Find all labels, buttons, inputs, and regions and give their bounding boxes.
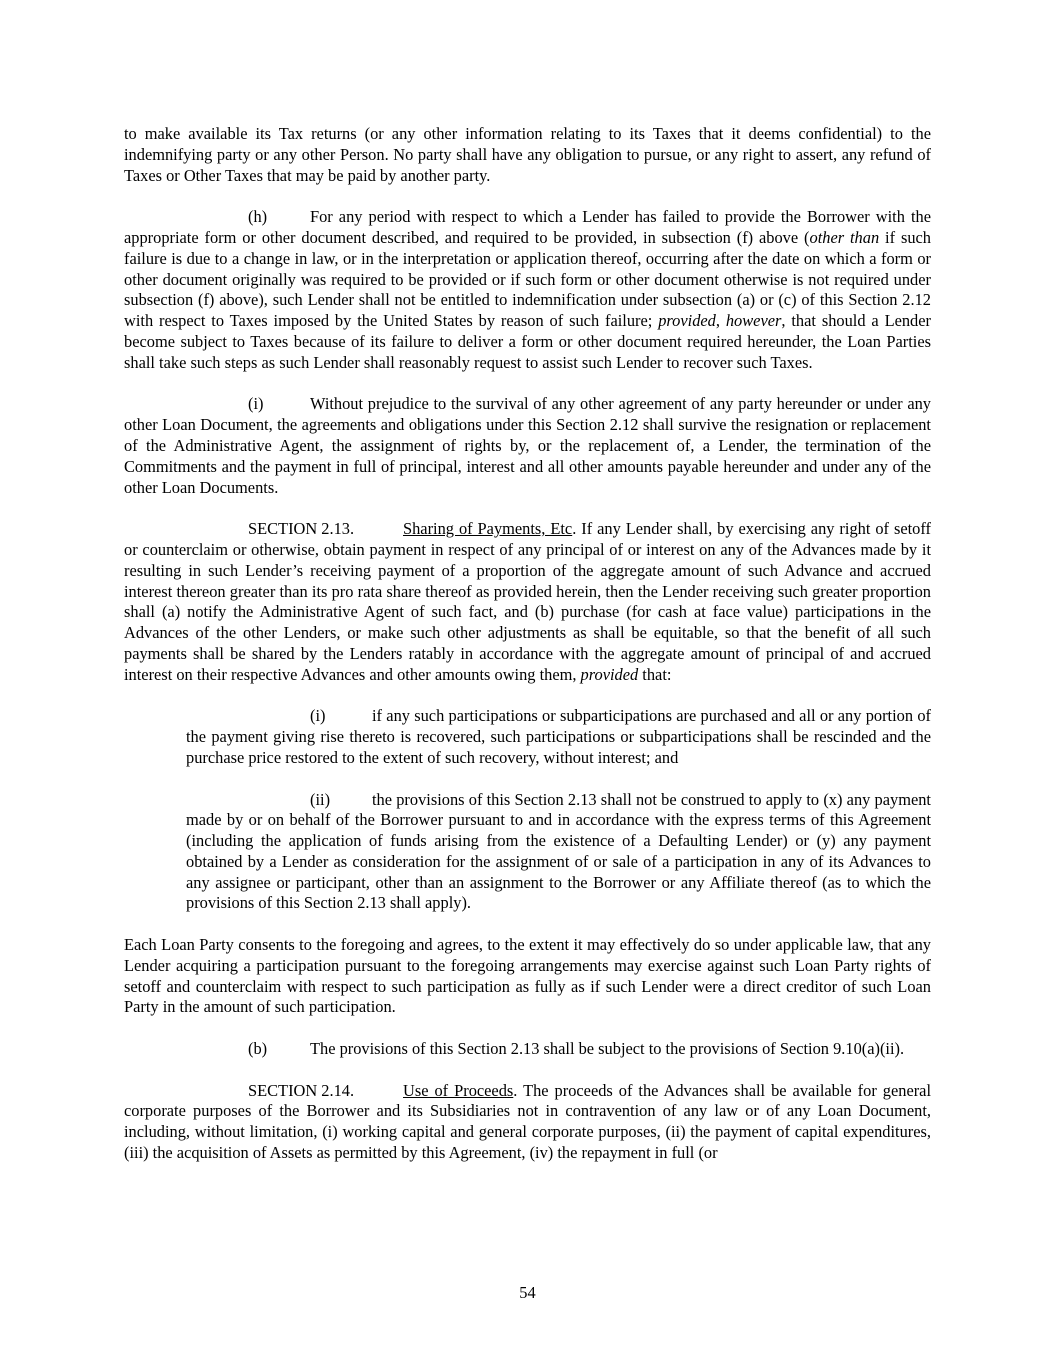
paragraph-h: (h) For any period with respect to which a Lender has failed to provide the Borrower with the appropriate form or other document described, and required to be provided, in subsection (f) above (other than if such failure is due to a change in law, or in the interpretation or application thereof, occurring after the date on which a form or other document originally was required to be provided or if such form or other document otherwise is not required under subsection (f) above), such Lender shall not be entitled to indemnification under subsection (a) or (c) of this Section 2.12 with respect to Taxes imposed by the United States by reason of such failure; provided, however, that should a Lender become subject to Taxes because of its failure to deliver a form or other document required hereunder, the Loan Parties shall take such steps as such Lender shall reasonably request to assist such Lender to recover such Taxes. (124, 207, 931, 372)
section-2-14-number: SECTION 2.14. (248, 1080, 355, 1100)
section-2-14: SECTION 2.14. Use of Proceeds. The proceeds of the Advances shall be available for general corporate purposes of the Borrower and its Subsidiaries not in contravention of any law or of any Loan Document, including, without limitation, (i) working capital and general corporate purposes, (ii) the payment of capital expenditures, (iii) the acquisition of Assets as permitted by this Agreement, (iv) the repayment in full (or (124, 1080, 932, 1163)
section-2-13-title: Sharing of Payments, Etc (403, 519, 573, 539)
paragraph-i: (i) Without prejudice to the survival of any other agreement of any party hereunder or under any other Loan Document, the agreements and obligations under this Section 2.12 shall survive the resignation or replacement of the Administrative Agent, the assignment of rights by, or the replacement of, a Lender, the termination of the Commitments and the payment in full of principal, interest and all other amounts payable hereunder and under any of the other Loan Documents. (124, 394, 931, 497)
paragraph-b-number: (b) (248, 1039, 268, 1059)
page-number: 54 (519, 1283, 536, 1302)
subclause-i: (i) if any such participations or subparticipations are purchased and all or any portion of the payment giving rise thereto is recovered, such participations or subparticipations shall be rescinded and the purchase price restored to the extent of such recovery, without interest; and (186, 706, 931, 767)
subclause-i-number: (i) (310, 706, 326, 726)
document-page (124, 124, 931, 1185)
section-2-13: SECTION 2.13. Sharing of Payments, Etc. If any Lender shall, by exercising any right of setoff or counterclaim or otherwise, obtain payment in respect of any principal of or interest on any of the Advances made by it resulting in such Lender’s receiving payment of a proportion of the aggregate amount of such Advance and accrued interest thereon greater than its pro rata share thereof as provided herein, then the Lender receiving such greater proportion shall (a) notify the Administrative Agent of such fact, and (b) purchase (for cash at face value) participations in the Advances of the other Lenders, or make such other adjustments as shall be equitable, so that the benefit of all such payments shall be shared by the Lenders ratably in accordance with the aggregate amount of principal of and accrued interest on their respective Advances and other amounts owing them, provided that: (124, 519, 931, 684)
section-2-13-number: SECTION 2.13. (248, 519, 355, 539)
paragraph-i-number: (i) (248, 394, 264, 414)
subclause-ii-number: (ii) (310, 789, 331, 809)
section-2-14-title: Use of Proceeds (403, 1080, 514, 1100)
paragraph-h-number: (h) (248, 207, 268, 227)
subclause-ii: (ii) the provisions of this Section 2.13 shall not be construed to apply to (x) any payment made by or on behalf of the Borrower pursuant to and in accordance with the express terms of this Agreement (including the application of funds arising from the existence of a Defaulting Lender) or (y) any payment obtained by a Lender as consideration for the assignment of or sale of a participation in any of its Advances to any assignee or participant, other than an assignment to the Borrower or any Affiliate thereof (as to which the provisions of this Section 2.13 shall apply). (186, 789, 931, 913)
paragraph-each-loan-party: Each Loan Party consents to the foregoing and agrees, to the extent it may effectively do so under applicable law, that any Lender acquiring a participation pursuant to the foregoing arrangements may exercise against such Loan Party rights of setoff and counterclaim with respect to such participation as fully as if such Lender were a direct creditor of such Loan Party in the amount of such participation. (124, 935, 931, 1017)
continuation-paragraph: to make available its Tax returns (or any other information relating to its Taxes that it deems confidential) to the indemnifying party or any other Person. No party shall have any obligation to pursue, or any right to assert, any refund of Taxes or Other Taxes that may be paid by another party. (124, 124, 931, 185)
paragraph-b: (b) The provisions of this Section 2.13 shall be subject to the provisions of Section 9.10(a)(ii). (248, 1039, 905, 1059)
